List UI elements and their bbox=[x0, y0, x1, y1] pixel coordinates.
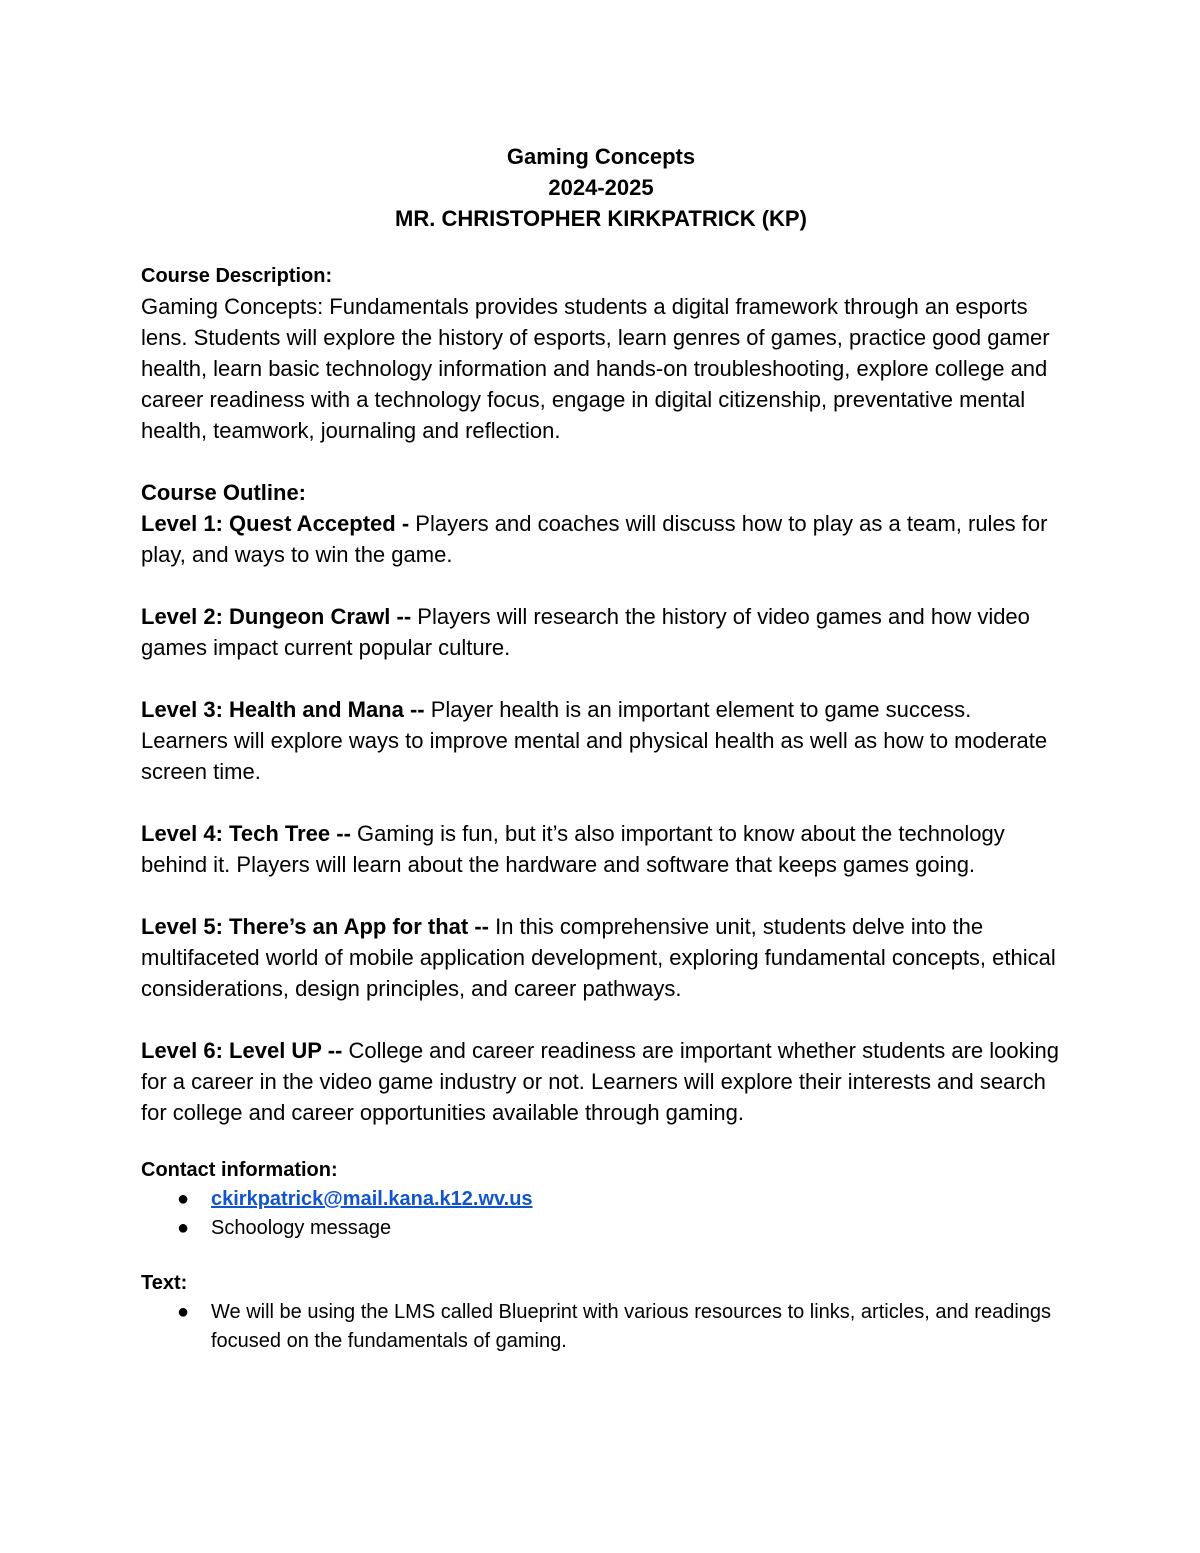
teacher-name: MR. CHRISTOPHER KIRKPATRICK (KP) bbox=[395, 206, 807, 231]
outline-level-4 bbox=[141, 818, 1061, 880]
level-4-title: Level 4: Tech Tree -- bbox=[141, 821, 351, 846]
schoology-message-text: Schoology message bbox=[211, 1217, 392, 1239]
contact-section bbox=[141, 1156, 1061, 1243]
course-outline-label: Course Outline: bbox=[141, 480, 307, 505]
bullet-icon: ● bbox=[177, 1217, 190, 1239]
document-header bbox=[141, 141, 1061, 234]
level-4-text: Gaming is fun, but it’s also important to know about the technology behind it. Players will learn about the hardware and software that keeps games going. bbox=[141, 821, 1005, 877]
level-2-text: Players will research the history of video games and how video games impact current popular culture. bbox=[141, 604, 1030, 660]
course-title: Gaming Concepts bbox=[506, 144, 696, 169]
document-content bbox=[141, 141, 1061, 1356]
outline-level-2 bbox=[141, 601, 1061, 663]
contact-label: Contact information: bbox=[141, 1159, 338, 1181]
level-2-title: Level 2: Dungeon Crawl -- bbox=[141, 604, 412, 629]
course-description-label: Course Description: bbox=[141, 265, 333, 287]
list-item bbox=[141, 1214, 1061, 1243]
bullet-icon: ● bbox=[177, 1301, 190, 1323]
outline-level-6 bbox=[141, 1035, 1061, 1128]
level-5-text: In this comprehensive unit, students delve into the multifaceted world of mobile application development, exploring fundamental concepts, ethical considerations, design principles, and career pathways. bbox=[141, 914, 1056, 1001]
list-item bbox=[141, 1185, 1061, 1214]
course-outline-section bbox=[141, 477, 1061, 1128]
text-item: We will be using the LMS called Blueprint with various resources to links, articles, and readings focused on the fundamentals of gaming. bbox=[211, 1301, 1052, 1352]
level-3-title: Level 3: Health and Mana -- bbox=[141, 697, 425, 722]
contact-list bbox=[141, 1185, 1061, 1243]
list-item bbox=[141, 1298, 1061, 1356]
level-1-text: Players and coaches will discuss how to play as a team, rules for play, and ways to win the game. bbox=[141, 511, 1048, 567]
outline-level-3 bbox=[141, 694, 1061, 787]
text-label: Text: bbox=[141, 1272, 188, 1294]
text-section bbox=[141, 1269, 1061, 1356]
course-description-text: Gaming Concepts: Fundamentals provides students a digital framework through an esports lens. Students will explore the history of esports, learn genres of games, practice good gamer health, learn basic technology information and hands-on troubleshooting, explore college and career readiness with a technology focus, engage in digital citizenship, preventative mental health, teamwork, journaling and reflection. bbox=[141, 294, 1050, 443]
level-1-title: Level 1: Quest Accepted - bbox=[141, 511, 410, 536]
school-year: 2024-2025 bbox=[548, 175, 654, 200]
email-link[interactable]: ckirkpatrick@mail.kana.k12.wv.us bbox=[211, 1188, 533, 1210]
outline-level-1 bbox=[141, 508, 1061, 570]
outline-level-5 bbox=[141, 911, 1061, 1004]
course-description-section bbox=[141, 262, 1061, 446]
bullet-icon: ● bbox=[177, 1188, 190, 1210]
level-6-text: College and career readiness are important whether students are looking for a career in the video game industry or not. Learners will explore their interests and search for college and career opportunities available through gaming. bbox=[141, 1038, 1059, 1125]
level-6-title: Level 6: Level UP -- bbox=[141, 1038, 343, 1063]
level-5-title: Level 5: There’s an App for that -- bbox=[141, 914, 489, 939]
level-3-text: Player health is an important element to game success. Learners will explore ways to improve mental and physical health as well as how to moderate screen time. bbox=[141, 697, 1048, 784]
text-list bbox=[141, 1298, 1061, 1356]
